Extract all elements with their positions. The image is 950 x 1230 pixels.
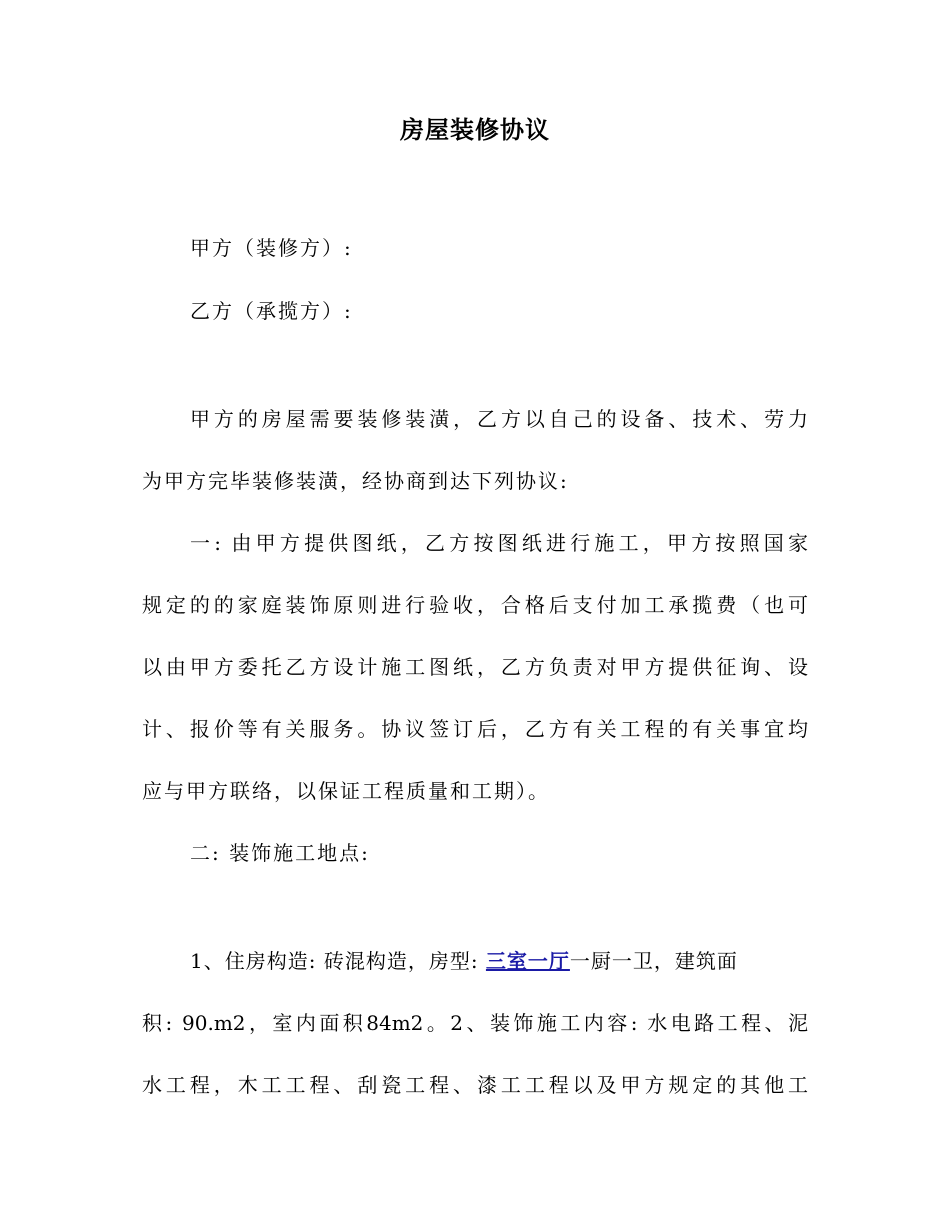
document-title: 房屋装修协议: [400, 116, 550, 144]
clause1-line-4: 计、报价等有关服务。协议签订后，乙方有关工程的有关事宜均: [142, 717, 808, 741]
room-type-link[interactable]: 三室一厅: [485, 949, 570, 973]
item1-line-3: 水工程，木工工程、刮瓷工程、漆工工程以及甲方规定的其他工: [142, 1073, 808, 1097]
clause1-line-5: 应与甲方联络，以保证工程质量和工期）。: [142, 779, 550, 803]
item1-line-2: 积: 90.m2，室内面积84m2。2、装饰施工内容: 水电路工程、泥: [142, 1011, 808, 1035]
clause1-line-3: 以由甲方委托乙方设计施工图纸，乙方负责对甲方提供征询、设: [142, 655, 808, 679]
intro-line-1: 甲方的房屋需要装修装潢，乙方以自己的设备、技术、劳力: [190, 407, 808, 431]
intro-line-2: 为甲方完毕装修装潢，经协商到达下列协议:: [142, 469, 569, 493]
item1-line-1: [190, 946, 808, 976]
party-a-line: 甲方（装修方）:: [190, 236, 353, 260]
party-b-line: 乙方（承揽方）:: [190, 299, 353, 323]
clause1-line-2: 规定的的家庭装饰原则进行验收，合格后支付加工承揽费（也可: [142, 593, 808, 617]
clause1-line-1: 一: 由甲方提供图纸，乙方按图纸进行施工，甲方按照国家: [190, 531, 808, 555]
clause2-heading: 二: 装饰施工地点:: [190, 841, 370, 865]
item1-suffix: 一厨一卫，建筑面: [569, 949, 738, 973]
item1-prefix: 1、住房构造: 砖混构造，房型:: [190, 949, 486, 973]
